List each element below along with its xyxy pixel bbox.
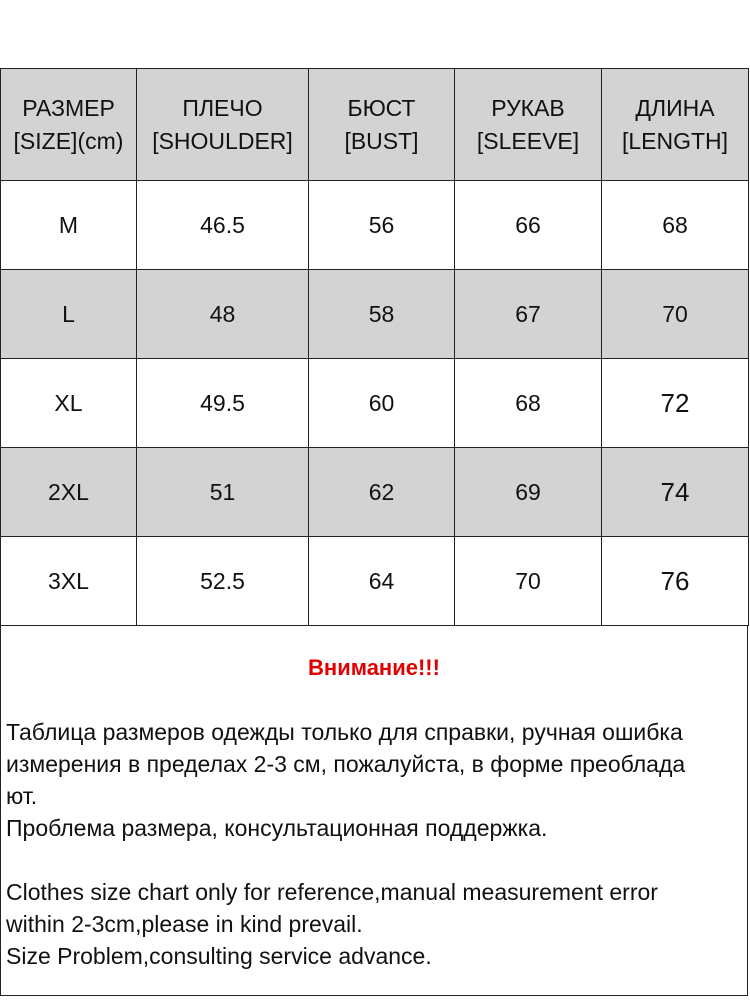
header-row: [1, 69, 749, 181]
header-shoulder-en: [SHOULDER]: [152, 127, 293, 154]
cell-length: 76: [602, 537, 749, 626]
cell-size: 2XL: [1, 448, 137, 537]
cell-sleeve: 66: [455, 181, 602, 270]
cell-bust: 62: [309, 448, 455, 537]
size-chart-sheet: [0, 68, 748, 996]
notice-ru-line: ют.: [6, 783, 38, 809]
cell-shoulder: 46.5: [137, 181, 309, 270]
cell-size: 3XL: [1, 537, 137, 626]
cell-shoulder: 48: [137, 270, 309, 359]
cell-shoulder: 51: [137, 448, 309, 537]
header-length-ru: ДЛИНА: [635, 94, 715, 121]
cell-size: M: [1, 181, 137, 270]
cell-sleeve: 67: [455, 270, 602, 359]
header-sleeve-ru: РУКАВ: [491, 94, 565, 121]
cell-sleeve: 70: [455, 537, 602, 626]
notice-en-line: within 2-3cm,please in kind prevail.: [6, 911, 363, 937]
header-shoulder-ru: ПЛЕЧО: [182, 94, 263, 121]
table-row: [1, 181, 749, 270]
header-length: [602, 69, 749, 181]
notice-ru-line: Проблема размера, консультационная поддержка.: [6, 815, 548, 841]
notice-english-text: [1, 876, 747, 972]
table-row: [1, 359, 749, 448]
cell-bust: 56: [309, 181, 455, 270]
header-sleeve-en: [SLEEVE]: [476, 127, 580, 154]
header-sleeve: [455, 69, 602, 181]
cell-sleeve: 68: [455, 359, 602, 448]
cell-length: 70: [602, 270, 749, 359]
header-shoulder: [137, 69, 309, 181]
cell-shoulder: 49.5: [137, 359, 309, 448]
notice-ru-line: Таблица размеров одежды только для справки, ручная ошибка: [6, 719, 683, 745]
header-size-ru: РАЗМЕР: [22, 94, 115, 121]
cell-size: XL: [1, 359, 137, 448]
cell-sleeve: 69: [455, 448, 602, 537]
notice-section: [1, 626, 747, 972]
cell-length: 72: [602, 359, 749, 448]
cell-length: 74: [602, 448, 749, 537]
header-bust-ru: БЮСТ: [347, 94, 416, 121]
notice-russian-text: [1, 716, 747, 844]
header-bust-en: [BUST]: [344, 127, 419, 154]
header-length-en: [LENGTH]: [621, 127, 729, 154]
cell-bust: 58: [309, 270, 455, 359]
size-table: [0, 68, 749, 626]
table-row: [1, 270, 749, 359]
cell-bust: 60: [309, 359, 455, 448]
cell-size: L: [1, 270, 137, 359]
header-bust: [309, 69, 455, 181]
notice-ru-line: измерения в пределах 2-3 см, пожалуйста, в форме преоблада: [6, 751, 686, 777]
notice-en-line: Size Problem,consulting service advance.: [6, 943, 432, 969]
cell-shoulder: 52.5: [137, 537, 309, 626]
header-size-en: [SIZE](cm): [13, 127, 124, 154]
header-size: [1, 69, 137, 181]
notice-en-line: Clothes size chart only for reference,manual measurement error: [6, 879, 658, 905]
table-row: [1, 448, 749, 537]
cell-length: 68: [602, 181, 749, 270]
notice-title: Внимание!!!: [308, 655, 440, 680]
cell-bust: 64: [309, 537, 455, 626]
table-row: [1, 537, 749, 626]
